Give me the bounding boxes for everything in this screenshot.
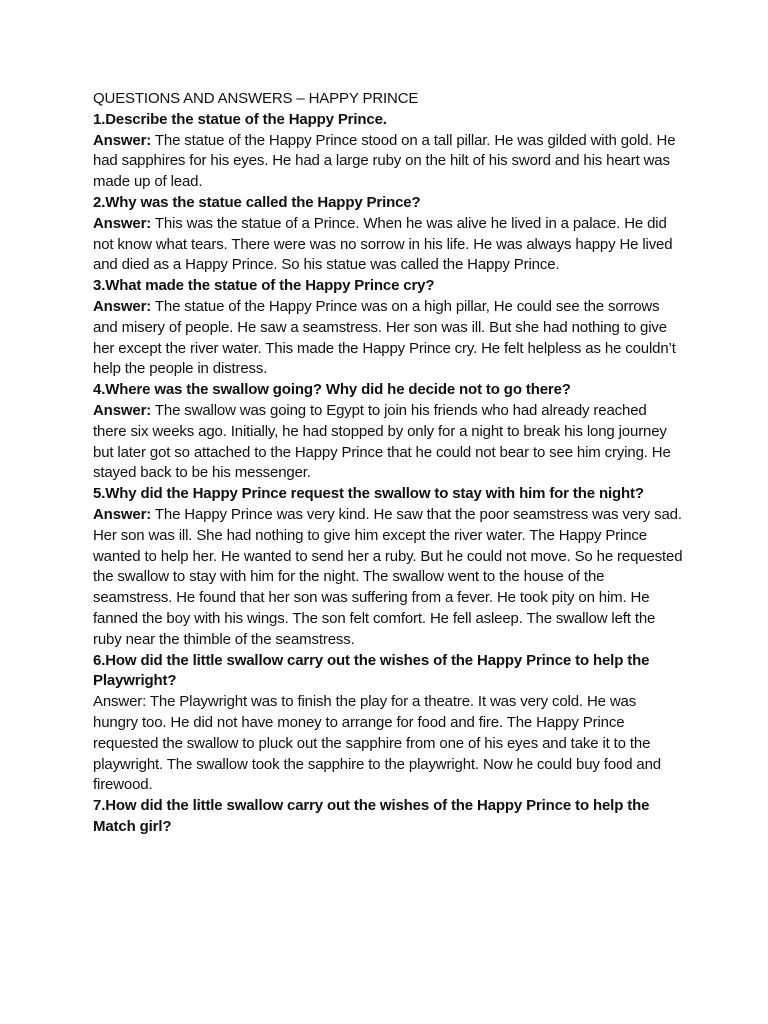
question-6: 6.How did the little swallow carry out the wishes of the Happy Prince to help the Playwright?: [93, 651, 650, 690]
answer-label: Answer:: [93, 693, 147, 711]
answer-label: Answer:: [93, 131, 152, 149]
answer-4: [93, 401, 683, 484]
answer-text: The Playwright was to finish the play for a theatre. It was very cold. He was hungry too. He did not have money to arrange for food and fire. The Happy Prince requested the swallow to pluck out the sapphire from one of his eyes and take it to the playwright. The swallow took the sapphire to the playwright. Now he could buy food and firewood.: [93, 693, 661, 794]
answer-label: Answer:: [93, 297, 152, 315]
answer-text: The statue of the Happy Prince was on a high pillar, He could see the sorrows and misery of people. He saw a seamstress. Her son was ill. But she had nothing to give her except the river water. This made the Happy Prince cry. He felt helpless as he couldn’t help the people in distress.: [93, 297, 676, 378]
question-3: 3.What made the statue of the Happy Prince cry?: [93, 277, 435, 295]
question-7: 7.How did the little swallow carry out the wishes of the Happy Prince to help the Match girl?: [93, 797, 650, 835]
answer-1: [93, 131, 683, 193]
document-body: [93, 89, 683, 838]
answer-text: This was the statue of a Prince. When he was alive he lived in a palace. He did not know what tears. There were was no sorrow in his life. He was always happy He lived and died as a Happy Prince. So his statue was called the Happy Prince.: [93, 214, 673, 274]
question-5: 5.Why did the Happy Prince request the swallow to stay with him for the night?: [93, 485, 644, 503]
question-1: 1.Describe the statue of the Happy Prince.: [93, 110, 387, 128]
answer-label: Answer:: [93, 214, 152, 232]
question-4: 4.Where was the swallow going? Why did he decide not to go there?: [93, 381, 571, 399]
document-title: QUESTIONS AND ANSWERS – HAPPY PRINCE: [93, 90, 419, 107]
answer-3: [93, 297, 683, 380]
answer-label: Answer:: [93, 505, 152, 523]
answer-6: [93, 692, 683, 796]
answer-text: The Happy Prince was very kind. He saw that the poor seamstress was very sad. Her son was ill. She had nothing to give him except the river water. The Happy Prince wanted to help her. He wanted to send her a ruby. But he could not move. So he requested the swallow to stay with him for the night. The swallow went to the house of the seamstress. He found that her son was suffering from a fever. He took pity on him. He fanned the boy with his wings. The son felt comfort. He fell asleep. The swallow left the ruby near the thimble of the seamstress.: [93, 505, 683, 648]
answer-text: The statue of the Happy Prince stood on a tall pillar. He was gilded with gold. He had sapphires for his eyes. He had a large ruby on the hilt of his sword and his heart was made up of lead.: [93, 131, 676, 191]
answer-text: The swallow was going to Egypt to join his friends who had already reached there six weeks ago. Initially, he had stopped by only for a night to break his long journey but later got so attached to the Happy Prince that he could not bear to see him crying. He stayed back to be his messenger.: [93, 401, 671, 482]
answer-label: Answer:: [93, 401, 152, 419]
answer-2: [93, 214, 683, 276]
question-2: 2.Why was the statue called the Happy Prince?: [93, 193, 421, 211]
answer-5: [93, 505, 683, 651]
